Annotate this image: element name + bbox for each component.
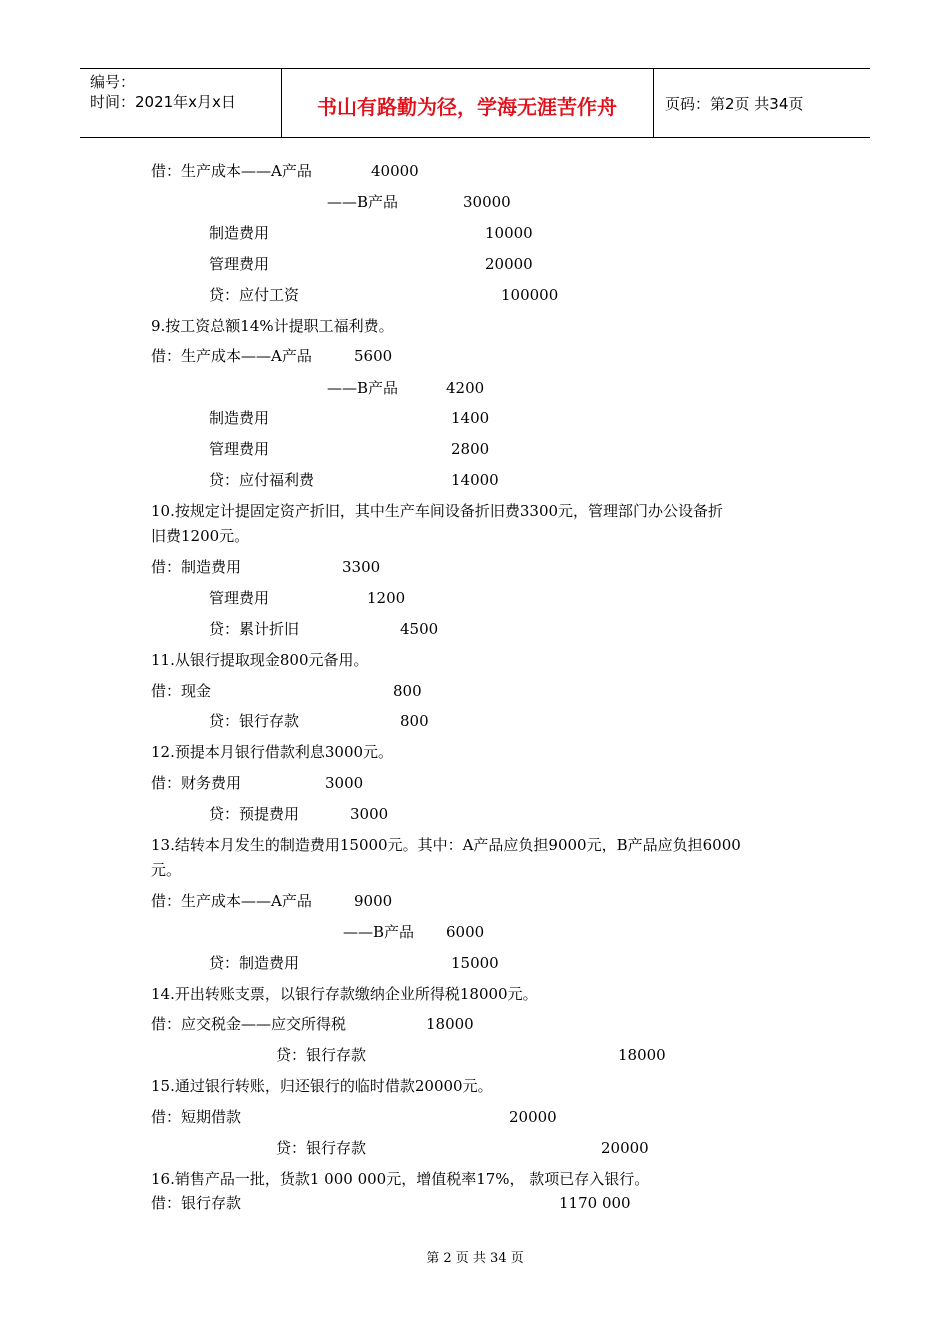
text-line: 旧费1200元。 xyxy=(151,527,250,545)
text-line: 借：应交税金——应交所得税 xyxy=(151,1015,347,1033)
amount: 15000 xyxy=(451,954,499,972)
amount: 18000 xyxy=(426,1015,474,1033)
text-line: 贷：累计折旧 xyxy=(209,620,300,638)
amount: 800 xyxy=(400,712,429,730)
text-line: 借：生产成本——A产品 xyxy=(151,892,312,910)
text-line: 贷：银行存款 xyxy=(276,1046,367,1064)
amount: 6000 xyxy=(446,923,485,941)
text-line: 制造费用 xyxy=(209,409,270,427)
header-info-cell xyxy=(80,69,282,137)
text-line: ——B产品 xyxy=(343,923,415,941)
text-line: 12.预提本月银行借款利息3000元。 xyxy=(151,743,394,761)
text-line: 元。 xyxy=(151,861,182,879)
amount: 18000 xyxy=(618,1046,666,1064)
amount: 800 xyxy=(393,682,422,700)
text-line: 9.按工资总额14%计提职工福利费。 xyxy=(151,317,394,335)
amount: 4500 xyxy=(400,620,439,638)
text-line: 13.结转本月发生的制造费用15000元。其中：A产品应负担9000元，B产品应负担6000 xyxy=(151,836,741,854)
amount: 3300 xyxy=(342,558,381,576)
text-line: 借：现金 xyxy=(151,682,212,700)
text-line: 制造费用 xyxy=(209,224,270,242)
page-footer: 第 2 页 共 34 页 xyxy=(426,1251,524,1266)
amount: 20000 xyxy=(601,1139,649,1157)
text-line: 16.销售产品一批，货款1 000 000元，增值税率17%， 款项已存入银行。 xyxy=(151,1170,650,1188)
text-line: 管理费用 xyxy=(209,440,270,458)
amount: 14000 xyxy=(451,471,499,489)
header-page-cell xyxy=(654,69,870,137)
text-line: 借：制造费用 xyxy=(151,558,242,576)
text-line: 11.从银行提取现金800元备用。 xyxy=(151,651,369,669)
text-line: 借：银行存款 xyxy=(151,1194,242,1212)
text-line: 贷：银行存款 xyxy=(276,1139,367,1157)
text-line: 贷：制造费用 xyxy=(209,954,300,972)
amount: 1170 000 xyxy=(559,1194,631,1212)
amount: 10000 xyxy=(485,224,533,242)
text-line: 借：短期借款 xyxy=(151,1108,242,1126)
header-motto-cell xyxy=(281,69,654,137)
text-line: 借：财务费用 xyxy=(151,774,242,792)
amount: 4200 xyxy=(446,379,485,397)
text-line: ——B产品 xyxy=(327,193,399,211)
text-line: 借：生产成本——A产品 xyxy=(151,347,312,365)
amount: 30000 xyxy=(463,193,511,211)
amount: 20000 xyxy=(509,1108,557,1126)
amount: 100000 xyxy=(501,286,559,304)
text-line: 贷：应付工资 xyxy=(209,286,300,304)
time-label: 时间：2021年x月x日 xyxy=(90,93,236,111)
amount: 3000 xyxy=(350,805,389,823)
header-table xyxy=(80,68,870,138)
text-line: 15.通过银行转账，归还银行的临时借款20000元。 xyxy=(151,1077,493,1095)
text-line: 管理费用 xyxy=(209,255,270,273)
text-line: 贷：应付福利费 xyxy=(209,471,315,489)
amount: 2800 xyxy=(451,440,490,458)
amount: 1200 xyxy=(367,589,406,607)
text-line: 贷：预提费用 xyxy=(209,805,300,823)
text-line: 管理费用 xyxy=(209,589,270,607)
text-line: 借：生产成本——A产品 xyxy=(151,162,312,180)
text-line: 贷：银行存款 xyxy=(209,712,300,730)
motto: 书山有路勤为径，学海无涯苦作舟 xyxy=(317,95,617,119)
text-line: ——B产品 xyxy=(327,379,399,397)
amount: 40000 xyxy=(371,162,419,180)
amount: 1400 xyxy=(451,409,490,427)
page-info: 页码：第2页 共34页 xyxy=(665,95,804,113)
text-line: 10.按规定计提固定资产折旧，其中生产车间设备折旧费3300元，管理部门办公设备折 xyxy=(151,502,724,520)
text-line: 14.开出转账支票，以银行存款缴纳企业所得税18000元。 xyxy=(151,985,538,1003)
amount: 9000 xyxy=(354,892,393,910)
amount: 3000 xyxy=(325,774,364,792)
amount: 5600 xyxy=(354,347,393,365)
amount: 20000 xyxy=(485,255,533,273)
number-label: 编号： xyxy=(90,73,136,91)
